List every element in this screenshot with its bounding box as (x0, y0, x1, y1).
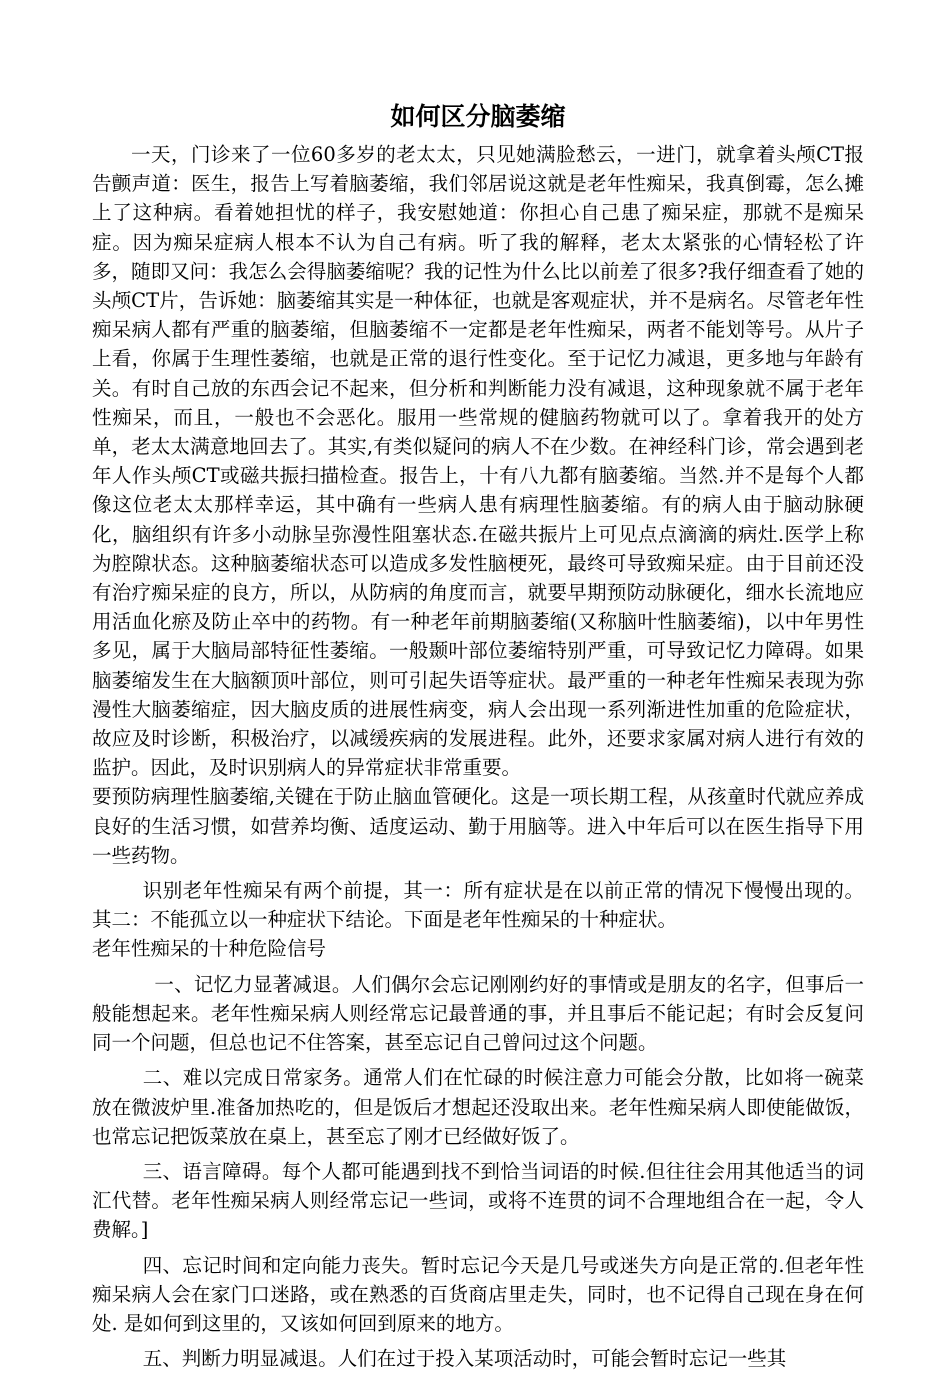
section-heading-danger-signals: 老年性痴呆的十种危险信号 (92, 937, 327, 961)
list-item-signal-3: 三、语言障碍。每个人都可能遇到找不到恰当词语的时候.但往往会用其他适当的词汇代替。老年性痴呆病人则经常忘记一些词，或将不连贯的词不合理地组合在一起，令人费解。] (92, 1159, 864, 1242)
paragraph-prevention: 要预防病理性脑萎缩,关键在于防止脑血管硬化。这是一项长期工程，从孩童时代就应养成良好的生活习惯，如营养均衡、适度运动、勤于用脑等。进入中年后可以在医生指导下用一些药物。 (92, 785, 864, 867)
paragraph-intro: 一天，门诊来了一位60多岁的老太太，只见她满脸愁云，一进门，就拿着头颅CT报告颤声道：医生，报告上写着脑萎缩，我们邻居说这就是老年性痴呆，我真倒霉，怎么摊上了这种病。看着她担忧的样子，我安慰她道：你担心自己患了痴呆症，那就不是痴呆症。因为痴呆症病人根本不认为自己有病。听了我的解释，老太太紧张的心情轻松了许多，随即又问：我怎么会得脑萎缩呢？我的记性为什么比以前差了很多?我仔细查看了她的头颅CT片，告诉她：脑萎缩其实是一种体征，也就是客观症状，并不是病名。尽管老年性痴呆病人都有严重的脑萎缩，但脑萎缩不一定都是老年性痴呆，两者不能划等号。从片子上看，你属于生理性萎缩，也就是正常的退行性变化。至于记忆力减退，更多地与年龄有关。有时自己放的东西会记不起来，但分析和判断能力没有减退，这种现象就不属于老年性痴呆，而且，一般也不会恶化。服用一些常规的健脑药物就可以了。拿着我开的处方单，老太太满意地回去了。其实,有类似疑问的病人不在少数。在神经科门诊，常会遇到老年人作头颅CT或磁共振扫描检查。报告上，十有八九都有脑萎缩。当然.并不是每个人都像这位老太太那样幸运，其中确有一些病人患有病理性脑萎缩。有的病人由于脑动脉硬化，脑组织有许多小动脉呈弥漫性阻塞状态.在磁共振片上可见点点滴滴的病灶.医学上称为腔隙状态。这种脑萎缩状态可以造成多发性脑梗死，最终可导致痴呆症。由于目前还没有治疗痴呆症的良方，所以，从防病的角度而言，就要早期预防动脉硬化，细水长流地应用活血化瘀及防止卒中的药物。有一种老年前期脑萎缩(又称脑叶性脑萎缩)，以中年男性多见，属于大脑局部特征性萎缩。一般颞叶部位萎缩特别严重，可导致记忆力障碍。如果脑萎缩发生在大脑额顶叶部位，则可引起失语等症状。最严重的一种老年性痴呆表现为弥漫性大脑萎缩症，因大脑皮质的进展性病变，病人会出现一系列渐进性加重的危险症状，故应及时诊断，积极治疗，以减缓疾病的发展进程。此外，还要求家属对病人进行有效的监护。因此，及时识别病人的异常症状非常重要。 (92, 143, 864, 780)
list-item-signal-1: 一、记忆力显著减退。人们偶尔会忘记刚刚约好的事情或是朋友的名字，但事后一般能想起来。老年性痴呆病人则经常忘记最普通的事，并且事后不能记起；有时会反复问同一个问题，但总也记不住答案，甚至忘记自己曾问过这个问题。 (92, 972, 864, 1055)
list-item-signal-5: 五、判断力明显减退。人们在过于投入某项活动时，可能会暂时忘记一些其 (142, 1347, 787, 1371)
paragraph-identification: 识别老年性痴呆有两个前提，其一：所有症状是在以前正常的情况下慢慢出现的。其二：不能孤立以一种症状下结论。下面是老年性痴呆的十种症状。 (92, 879, 864, 932)
list-item-signal-2: 二、难以完成日常家务。通常人们在忙碌的时候注意力可能会分散，比如将一碗菜放在微波炉里.准备加热吃的，但是饭后才想起还没取出来。老年性痴呆病人即使能做饭，也常忘记把饭菜放在桌上，甚至忘了刚才已经做好饭了。 (92, 1066, 864, 1148)
list-item-signal-4: 四、忘记时间和定向能力丧失。暂时忘记今天是几号或迷失方向是正常的.但老年性痴呆病人会在家门口迷路，或在熟悉的百货商店里走失，同时，也不记得自己现在身在何处. 是如何到这里的，又该如何回到原来的地方。 (92, 1253, 864, 1335)
document-title: 如何区分脑萎缩 (390, 102, 566, 131)
document-page (92, 100, 864, 1373)
